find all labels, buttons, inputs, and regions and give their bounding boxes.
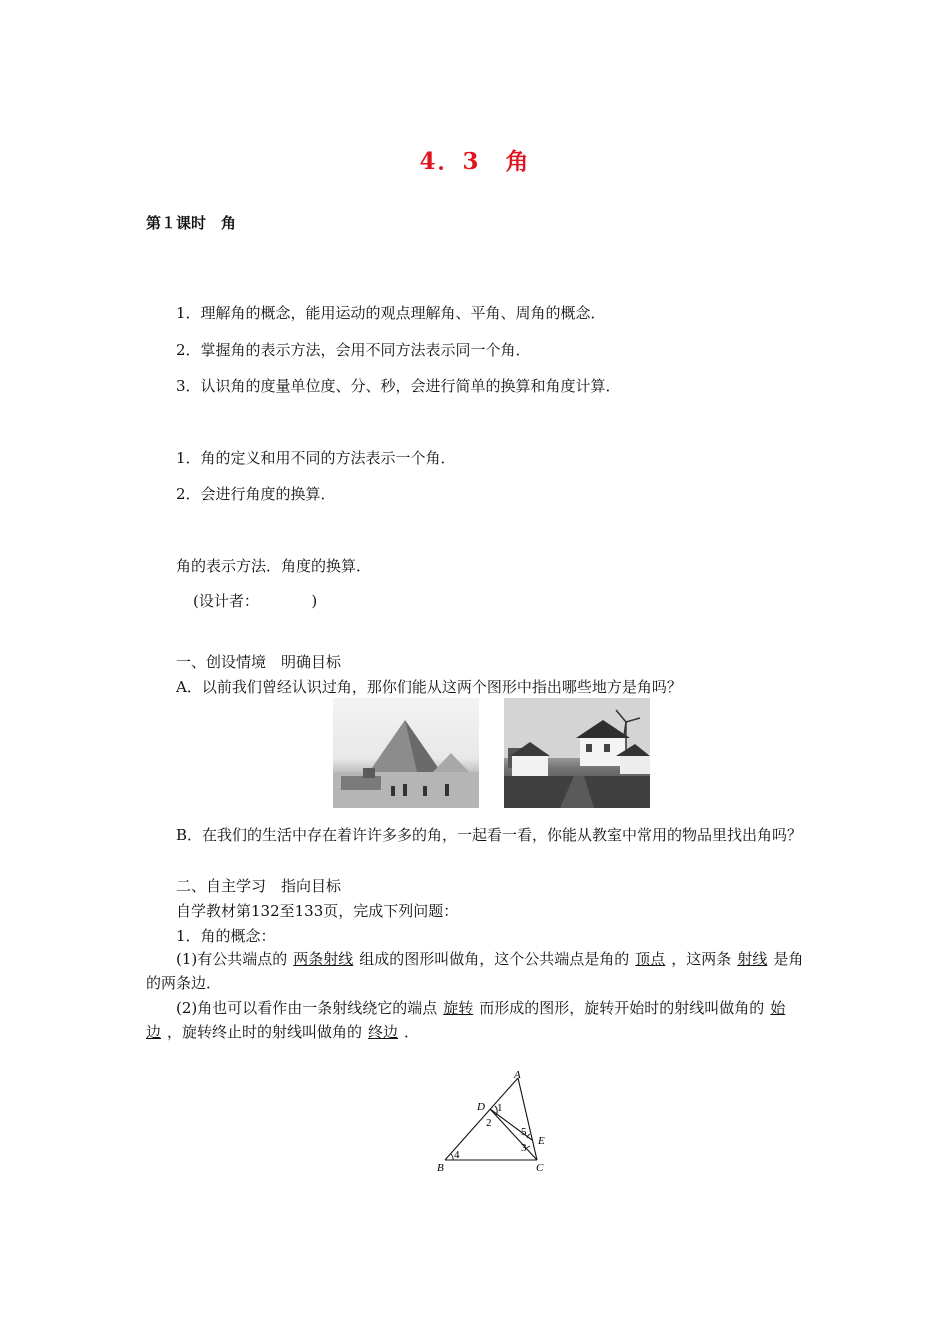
- text-fragment: (1)有公共端点的: [176, 950, 288, 968]
- section-heading: 二、自主学习 指向目标: [176, 877, 342, 895]
- point-label: A: [514, 1069, 521, 1081]
- angle-label: 3: [521, 1142, 527, 1154]
- key-point-item: 2．会进行角度的换算．: [176, 485, 336, 503]
- angle-label: 1: [497, 1102, 503, 1114]
- point-label: D: [477, 1101, 485, 1113]
- objective-item: 1．理解角的概念，能用运动的观点理解角、平角、周角的概念．: [176, 304, 606, 322]
- house-photo: [504, 698, 650, 808]
- self-study-intro: 自学教材第132至133页，完成下列问题：: [176, 902, 459, 920]
- angle-label: 4: [454, 1149, 460, 1161]
- difficulty-text: 角的表示方法．角度的换算．: [176, 557, 372, 575]
- lesson-subtitle: 第１课时 角: [146, 214, 237, 232]
- concept-definition-1: [146, 947, 808, 995]
- triangle-figure: [435, 1068, 565, 1182]
- designer-text: (设计者： ): [193, 592, 318, 610]
- angle-label: 5: [521, 1126, 527, 1138]
- text-fragment: (2)角也可以看作由一条射线绕它的端点: [176, 999, 438, 1017]
- key-point-item: 1．角的定义和用不同的方法表示一个角．: [176, 449, 456, 467]
- text-fragment: ．: [404, 1023, 420, 1041]
- angle-label: 2: [486, 1117, 492, 1129]
- text-fragment: ，这两条: [671, 950, 732, 968]
- pyramid-photo: [333, 698, 479, 808]
- point-label: C: [536, 1162, 544, 1174]
- text-fragment: 而形成的图形，旋转开始时的射线叫做角的: [479, 999, 765, 1017]
- concept-title: 1．角的概念：: [176, 927, 276, 945]
- text-fragment: ，旋转终止时的射线叫做角的: [167, 1023, 363, 1041]
- answer-blank: 射线: [737, 950, 768, 968]
- section-heading: 一、创设情境 明确目标: [176, 653, 342, 671]
- question-a: A．以前我们曾经认识过角，那你们能从这两个图形中指出哪些地方是角吗？: [176, 678, 682, 696]
- text-fragment: 组成的图形叫做角，这个公共端点是角的: [359, 950, 630, 968]
- answer-blank: 终边: [368, 1023, 399, 1041]
- objective-item: 2．掌握角的表示方法，会用不同方法表示同一个角．: [176, 341, 531, 359]
- answer-blank: 两条射线: [293, 950, 354, 968]
- answer-blank: 顶点: [635, 950, 666, 968]
- question-b: B．在我们的生活中存在着许许多多的角，一起看一看，你能从教室中常用的物品里找出角吗？: [176, 826, 803, 844]
- answer-blank: 旋转: [443, 999, 474, 1017]
- concept-definition-2: [146, 996, 808, 1044]
- point-label: B: [437, 1162, 444, 1174]
- objective-item: 3．认识角的度量单位度、分、秒，会进行简单的换算和角度计算．: [176, 377, 621, 395]
- answer-blank: 始边: [146, 999, 786, 1041]
- page-title: 4．3 角: [419, 148, 531, 175]
- text-fragment: 是角的两条边．: [146, 950, 804, 992]
- point-label: E: [538, 1135, 545, 1147]
